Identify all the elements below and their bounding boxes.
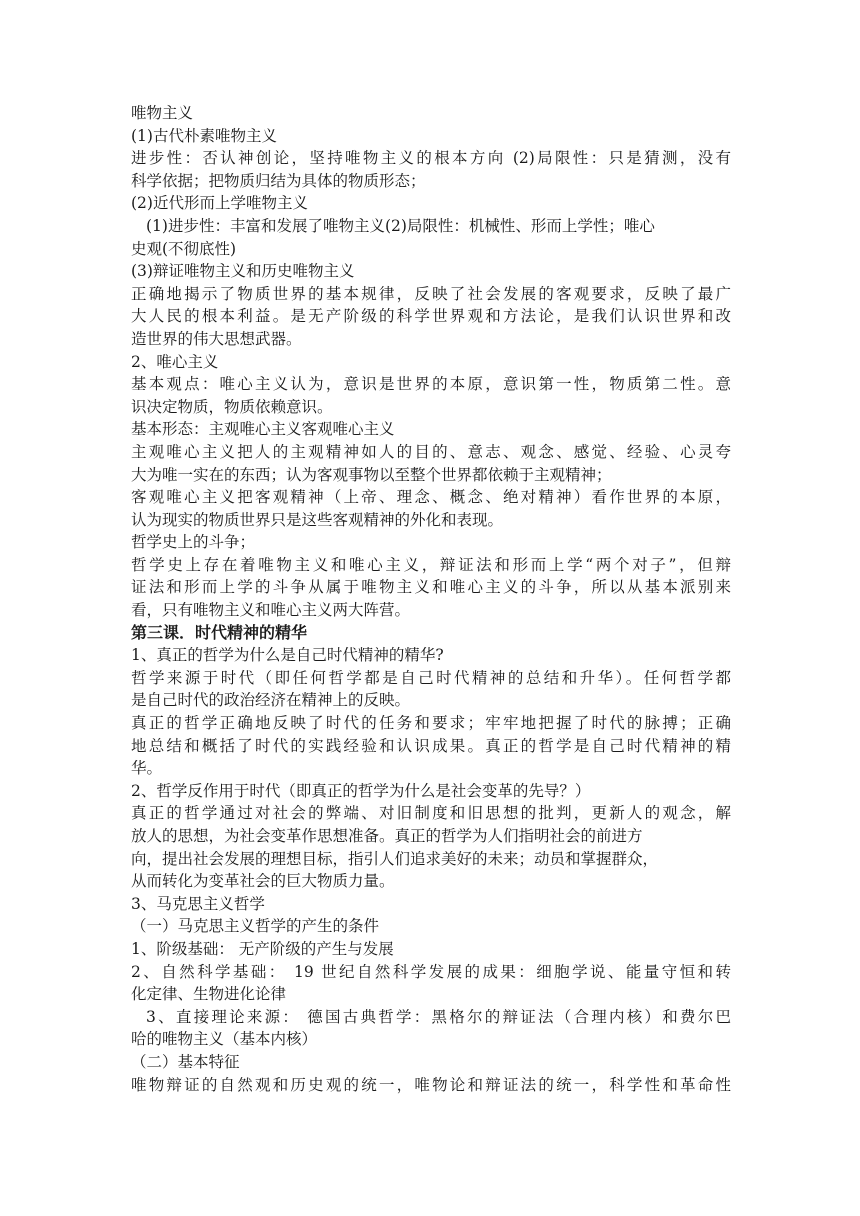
question-heading: 1、真正的哲学为什么是自己时代精神的精华?: [131, 646, 444, 665]
paragraph-line: 向，提出社会发展的理想目标，指引人们追求美好的未来；动员和掌握群众，: [131, 849, 659, 868]
paragraph-line: 客观唯心主义把客观精神（上帝、理念、概念、绝对精神）看作世界的本原，: [131, 488, 731, 507]
paragraph-line: 史观(不彻底性): [131, 239, 237, 258]
paragraph-line: 主观唯心主义把人的主观精神如人的目的、意志、观念、感觉、经验、心灵夸: [131, 442, 731, 461]
subheading-philosophy-struggle: 哲学史上的斗争；: [131, 533, 256, 552]
paragraph-line: 唯物辩证的自然观和历史观的统一，唯物论和辩证法的统一，科学性和革命性: [131, 1075, 731, 1094]
paragraph-line: 哲学来源于时代（即任何哲学都是自己时代精神的总结和升华）。任何哲学都: [131, 668, 731, 687]
paragraph-line: 进步性：否认神创论，坚持唯物主义的根本方向 (2)局限性：只是猜测，没有: [131, 149, 731, 168]
heading-materialism: 唯物主义: [131, 104, 194, 122]
heading-marxist-philosophy: 3、马克思主义哲学: [131, 894, 265, 913]
paragraph-line: 基本观点：唯心主义认为，意识是世界的本原，意识第一性，物质第二性。意: [131, 375, 731, 394]
paragraph-line: 基本形态：主观唯心主义客观唯心主义: [131, 420, 395, 439]
paragraph-line: 真正的哲学正确地反映了时代的任务和要求；牢牢地把握了时代的脉搏；正确: [131, 714, 731, 733]
subheading-conditions: （一）马克思主义哲学的产生的条件: [131, 917, 380, 936]
paragraph-line: 大人民的根本利益。是无产阶级的科学世界观和方法论，是我们认识世界和改: [131, 307, 731, 326]
heading-idealism: 2、唯心主义: [131, 352, 219, 371]
subheading-dialectical-materialism: (3)辩证唯物主义和历史唯物主义: [131, 262, 355, 281]
question-heading: 2、哲学反作用于时代（即真正的哲学为什么是社会变革的先导？）: [131, 781, 591, 800]
paragraph-line: 科学依据；把物质归结为具体的物质形态；: [131, 171, 426, 190]
paragraph-line: 正确地揭示了物质世界的基本规律，反映了社会发展的客观要求，反映了最广: [131, 284, 731, 303]
paragraph-line: 从而转化为变革社会的巨大物质力量。: [131, 872, 395, 891]
list-item: 2、自然科学基础： 19 世纪自然科学发展的成果：细胞学说、能量守恒和转: [131, 962, 731, 981]
paragraph-line: 地总结和概括了时代的实践经验和认识成果。真正的哲学是自己时代精神的精: [131, 736, 731, 755]
paragraph-line: 证法和形而上学的斗争从属于唯物主义和唯心主义的斗争，所以从基本派别来: [131, 578, 731, 597]
subheading-basic-features: （二）基本特征: [131, 1052, 240, 1071]
paragraph-line: 大为唯一实在的东西；认为客观事物以至整个世界都依赖于主观精神；: [131, 465, 612, 484]
paragraph-line: 真正的哲学通过对社会的弊端、对旧制度和旧思想的批判，更新人的观念，解: [131, 804, 731, 823]
paragraph-line: 造世界的伟大思想武器。: [131, 329, 302, 348]
paragraph-line: 放人的思想，为社会变革作思想准备。真正的哲学为人们指明社会的前进方: [131, 827, 643, 845]
lesson-title: 第三课．时代精神的精华: [131, 622, 308, 642]
paragraph-line: 看，只有唯物主义和唯心主义两大阵营。: [131, 601, 411, 620]
paragraph-line: (1)进步性：丰富和发展了唯物主义(2)局限性：机械性、形而上学性；唯心: [146, 216, 655, 235]
subheading-modern-materialism: (2)近代形而上学唯物主义: [131, 194, 308, 213]
document-body: [131, 102, 731, 1096]
list-item: 1、阶级基础： 无产阶级的产生与发展: [131, 939, 394, 958]
subheading-ancient-materialism: (1)古代朴素唯物主义: [131, 126, 277, 145]
list-item: 3、直接理论来源： 德国古典哲学：黑格尔的辩证法（合理内核）和费尔巴: [146, 1007, 731, 1026]
paragraph-line: 哈的唯物主义（基本内核）: [131, 1030, 318, 1049]
paragraph-line: 华。: [131, 759, 163, 778]
paragraph-line: 化定律、生物进化论律: [131, 985, 287, 1004]
paragraph-line: 是自己时代的政治经济在精神上的反映。: [131, 691, 411, 710]
paragraph-line: 认为现实的物质世界只是这些客观精神的外化和表现。: [131, 510, 504, 529]
paragraph-line: 哲学史上存在着唯物主义和唯心主义，辩证法和形而上学“两个对子”，但辩: [131, 555, 731, 574]
paragraph-line: 识决定物质，物质依赖意识。: [131, 397, 333, 416]
